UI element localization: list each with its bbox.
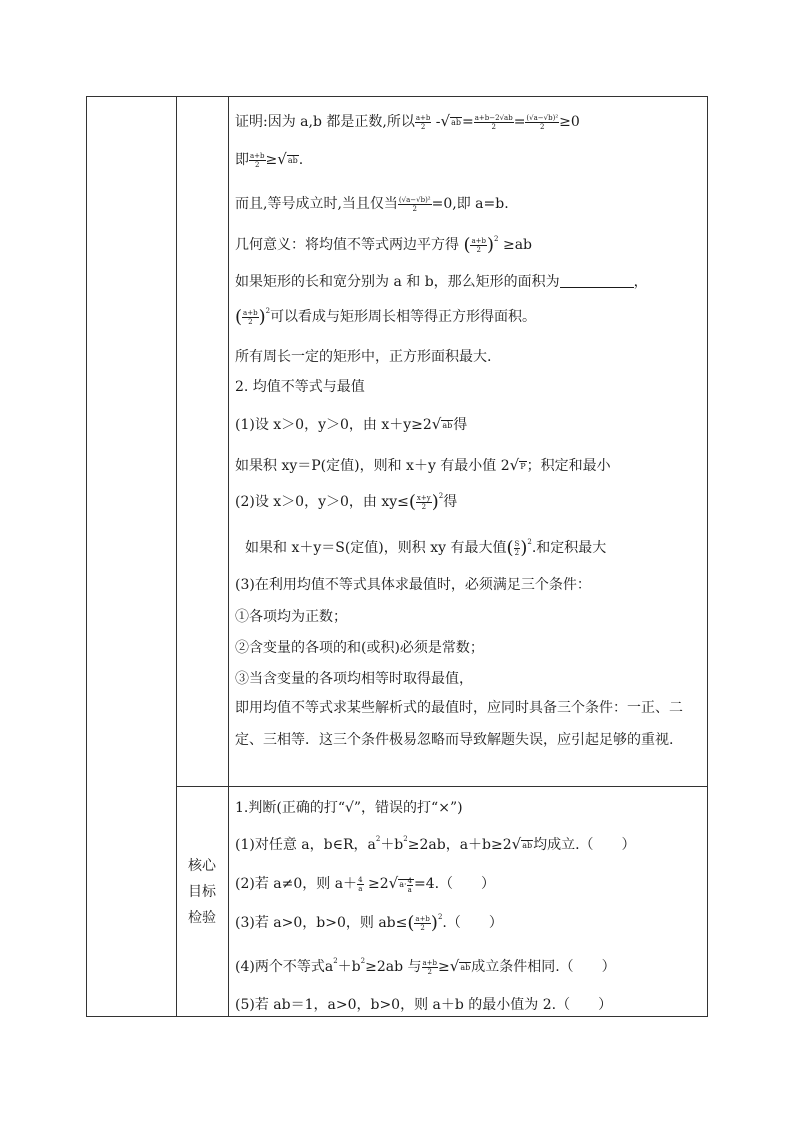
check-q2: (2)若 a≠0，则 a＋ $\frac{4}{a}$ ≥2√a· $\frac{4}{a}$ =4.（ ）	[235, 874, 496, 894]
answer-blank-q1[interactable]: 均成立.（ ）	[533, 837, 636, 853]
core-target-check-label: 核心 目标 检验	[188, 858, 216, 926]
check-q4: (4)两个不等式$a^2+b^2\ge 2ab$ 与 $\frac{a+b}{2}$ ≥√ab成立条件相同.（ ）	[235, 957, 616, 976]
answer-blank[interactable]	[560, 273, 634, 288]
condition-1: ①各项均为正数；	[235, 609, 347, 625]
geometry-line-3: ( $\frac{a+b}{2}$ )$^2$可以看成与矩形周长相等得正方形得面积。	[235, 306, 537, 328]
answer-blank-q2[interactable]: =4.（ ）	[413, 876, 496, 892]
section-2-p1: (1)设 x＞0，y＞0，由 x＋y≥2√ab得	[235, 415, 468, 433]
check-q3: (3)若 a>0，b>0，则 ab≤( $\frac{a+b}{2}$ )$^2$.（ ）	[235, 912, 503, 934]
section-2-title: 2. 均值不等式与最值	[235, 379, 365, 395]
proof-line-1: 证明:因为 a,b 都是正数,所以 $\frac{a+b}{2}$ -√ab= $\frac{a+b-2√ab}{2}$ = $\frac{\text{(√a−√b)²}}{2}$ ≥0	[235, 112, 580, 131]
section-2-p4: 如果和 x＋y＝S(定值)，则积 xy 有最大值( $\frac{S}{2}$ )$^2$.和定积最大	[245, 537, 607, 559]
lesson-table	[86, 96, 708, 1017]
answer-blank-q3[interactable]: .（ ）	[442, 915, 503, 931]
check-q1: (1)对任意 a，b∈R，$a^2+b^2\ge 2ab$，a＋b≥2√ab均成立.（ ）	[235, 835, 636, 853]
check-q5: (5)若 ab＝1，a>0，b>0，则 a＋b 的最小值为 2.（ ）	[235, 997, 613, 1013]
geometry-line-2: 如果矩形的长和宽分别为 a 和 b，那么矩形的面积为 ，	[235, 274, 648, 290]
section-2-p2: 如果积 xy＝P(定值)，则和 x＋y 有最小值 2√P；积定和最小	[235, 456, 611, 474]
section-2-p3: (2)设 x＞0，y＞0，由 xy≤( $\frac{x+y}{2}$ )$^2$得	[235, 491, 458, 513]
answer-blank-q4[interactable]: 成立条件相同.（ ）	[471, 959, 616, 975]
condition-2: ②含变量的各项的和(或积)必须是常数；	[235, 640, 484, 656]
fraction: $\frac{a+b}{2}$	[415, 113, 431, 131]
check-title: 1.判断(正确的打“√”，错误的打“×”)	[235, 800, 463, 816]
proof-line-2: 即 $\frac{a+b}{2}$ ≥√ab.	[235, 150, 304, 169]
proof-line-3: 而且,等号成立时,当且仅当 $\frac{\text{(√a−√b)²}}{2}$ =0,即 a=b.	[235, 195, 509, 213]
condition-3: ③当含变量的各项均相等时取得最值，	[235, 671, 473, 687]
row-divider	[176, 786, 707, 787]
sqrt: √ab	[440, 112, 461, 130]
geometry-line-4: 所有周长一定的矩形中，正方形面积最大.	[235, 349, 492, 365]
section-2-summary: 即用均值不等式求某些解析式的最值时，应同时具备三个条件：一正、二定、三相等．这三个条件极易忽略而导致解题失误，应引起足够的重视.	[235, 700, 683, 748]
geometry-line-1: 几何意义：将均值不等式两边平方得 ( $\frac{a+b}{2}$ )$^2$ ≥ab	[235, 234, 533, 256]
section-2-p5: (3)在利用均值不等式具体求最值时，必须满足三个条件：	[235, 577, 591, 593]
